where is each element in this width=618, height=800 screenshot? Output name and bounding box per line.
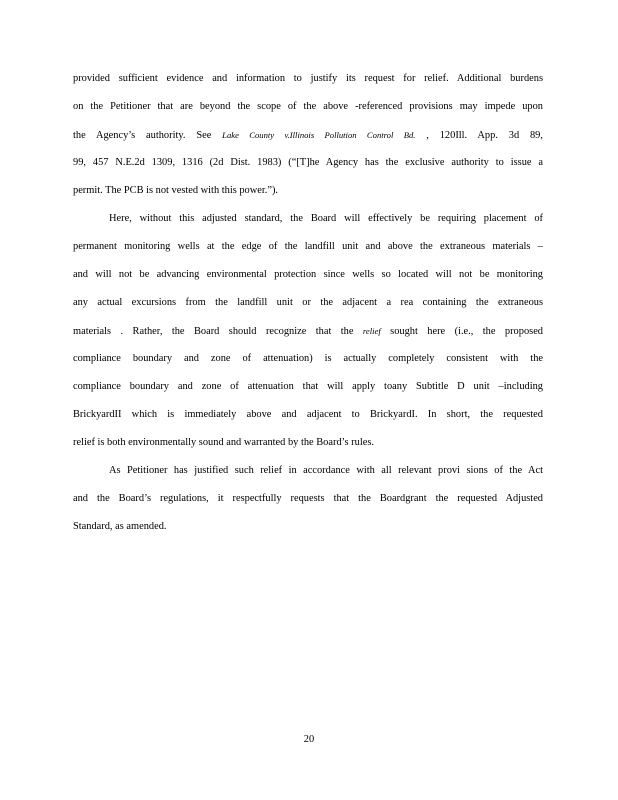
text-line: provided sufficient evidence and information to justify its request for relief. Additional burdens — [73, 73, 543, 84]
text-line: permit. The PCB is not vested with this power.”). — [73, 185, 279, 196]
text-segment: materials . Rather, the Board should recognize that the — [73, 326, 363, 337]
text-line-citation — [73, 128, 543, 143]
paragraph-start-line: As Petitioner has justified such relief in accordance with all relevant provi sions of the Act — [109, 465, 543, 476]
text-line: and will not be advancing environmental protection since wells so located will not be monitoring — [73, 269, 543, 280]
text-line: any actual excursions from the landfill unit or the adjacent a rea containing the extraneous — [73, 297, 543, 308]
text-line: and the Board’s regulations, it respectfully requests that the Boardgrant the requested Adjusted — [73, 493, 543, 504]
text-line: compliance boundary and zone of attenuation) is actually completely consistent with the — [73, 353, 543, 364]
text-segment: , 120Ill. App. 3d 89, — [415, 130, 543, 141]
case-name-italic: Lake County v.Illinois Pollution Control Bd. — [222, 130, 416, 140]
text-line: compliance boundary and zone of attenuation that will apply toany Subtitle D unit –including — [73, 381, 543, 392]
page-number: 20 — [303, 734, 315, 745]
text-line: on the Petitioner that are beyond the scope of the above -referenced provisions may impede upon — [73, 101, 543, 112]
text-line: permanent monitoring wells at the edge of the landfill unit and above the extraneous materials – — [73, 241, 543, 252]
text-line: BrickyardII which is immediately above and adjacent to BrickyardI. In short, the requested — [73, 409, 543, 420]
text-line: relief is both environmentally sound and warranted by the Board’s rules. — [73, 437, 374, 448]
text-segment: the Agency’s authority. See — [73, 130, 223, 141]
text-segment: sought here (i.e., the proposed — [380, 326, 543, 337]
text-line-relief — [73, 324, 543, 339]
text-line: Standard, as amended. — [73, 521, 167, 532]
relief-italic: relief — [362, 326, 381, 336]
text-line: 99, 457 N.E.2d 1309, 1316 (2d Dist. 1983) (“[T]he Agency has the exclusive authority to issue a — [73, 157, 543, 168]
paragraph-start-line: Here, without this adjusted standard, the Board will effectively be requiring placement of — [109, 213, 543, 224]
